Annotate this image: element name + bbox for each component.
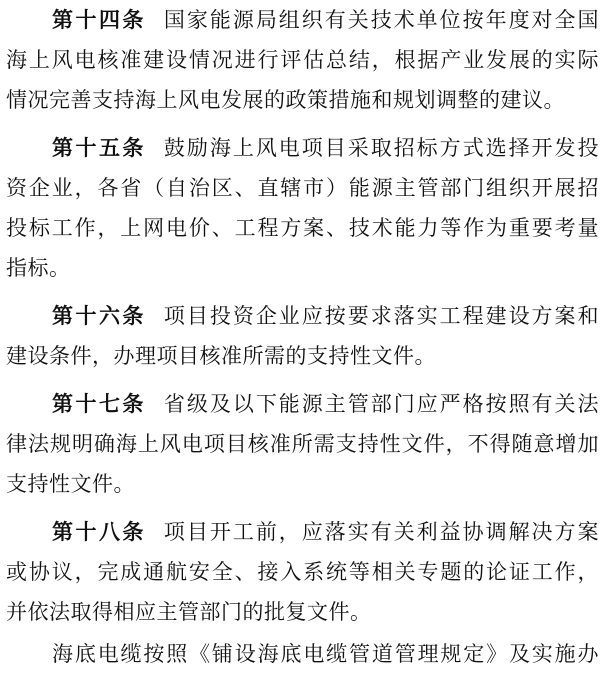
article-18-title: 第十八条 xyxy=(52,519,146,544)
article-14-line-2: 海上风电核准建设情况进行评估总结，根据产业发展的实际 xyxy=(6,48,599,72)
article-17-line-1 xyxy=(52,384,599,424)
article-18-line-2: 或协议，完成通航安全、接入系统等相关专题的论证工作， xyxy=(6,560,599,584)
article-18-text-1: 项目开工前，应落实有关利益协调解决方案 xyxy=(163,520,599,544)
article-17-text-1: 省级及以下能源主管部门应严格按照有关法 xyxy=(163,392,599,416)
article-15-line-1 xyxy=(52,128,599,168)
article-17-title: 第十七条 xyxy=(52,391,146,416)
article-14-line-1 xyxy=(52,0,599,40)
article-15-line-2: 资企业，各省（自治区、直辖市）能源主管部门组织开展招 xyxy=(6,176,599,200)
article-15-line-3: 投标工作，上网电价、工程方案、技术能力等作为重要考量 xyxy=(6,216,599,240)
article-18-line-3: 并依法取得相应主管部门的批复文件。 xyxy=(6,600,372,624)
article-16-line-1 xyxy=(52,296,599,336)
article-15-title: 第十五条 xyxy=(52,135,146,160)
article-14-title: 第十四条 xyxy=(52,7,146,32)
article-16-text-1: 项目投资企业应按要求落实工程建设方案和 xyxy=(163,304,599,328)
article-17-line-3: 支持性文件。 xyxy=(6,472,135,496)
article-14-text-1: 国家能源局组织有关技术单位按年度对全国 xyxy=(163,8,599,32)
article-16-line-2: 建设条件，办理项目核准所需的支持性文件。 xyxy=(6,344,436,368)
paragraph-submarine-cable-line-1: 海底电缆按照《铺设海底电缆管道管理规定》及实施办 xyxy=(52,642,599,666)
article-17-line-2: 律法规明确海上风电项目核准所需支持性文件，不得随意增加 xyxy=(6,432,599,456)
article-14-line-3: 情况完善支持海上风电发展的政策措施和规划调整的建议。 xyxy=(6,88,565,112)
article-15-line-4: 指标。 xyxy=(6,256,71,280)
article-18-line-1 xyxy=(52,512,599,552)
article-16-title: 第十六条 xyxy=(52,303,146,328)
article-15-text-1: 鼓励海上风电项目采取招标方式选择开发投 xyxy=(163,136,599,160)
